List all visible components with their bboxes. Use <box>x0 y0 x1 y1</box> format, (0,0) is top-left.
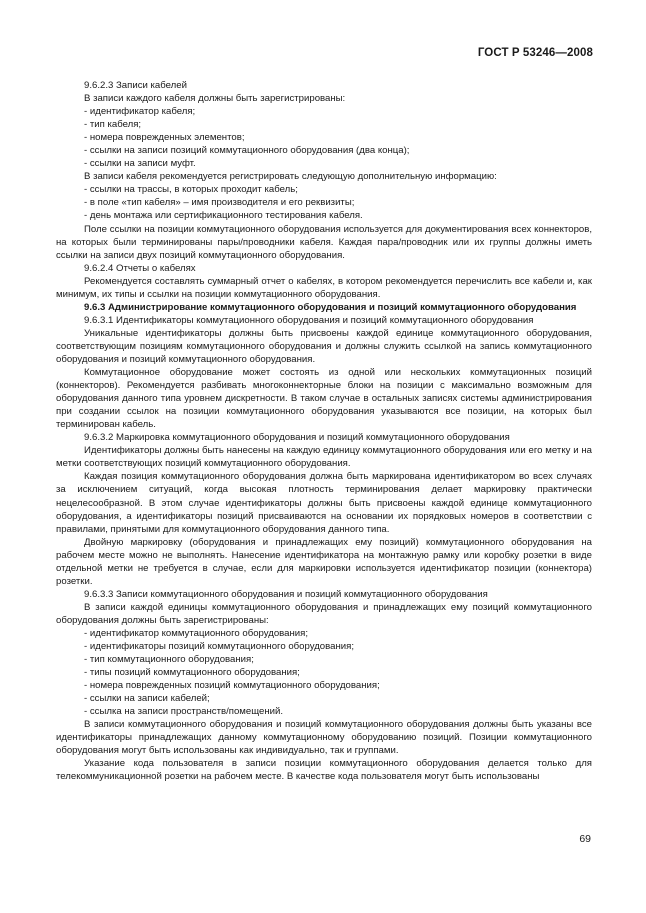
paragraph: В записи каждой единицы коммутационного оборудования и принадлежащих ему позиций коммутационного оборудования должны быть зарегистрированы: <box>56 601 592 626</box>
paragraph: - ссылка на записи пространств/помещений. <box>84 706 284 718</box>
page-number: 69 <box>579 833 591 845</box>
paragraph: В записи каждого кабеля должны быть зарегистрированы: <box>84 93 346 105</box>
paragraph: Двойную маркировку (оборудования и принадлежащих ему позиций) коммутационного оборудования на рабочем месте можно не выполнять. Нанесение идентификатора на монтажную рамку или коробку розетки в виде отдельной метки не требуется в случае, если для маркировки используется идентификатор позиции (коннектора) розетки. <box>56 536 592 587</box>
paragraph: 9.6.3.2 Маркировка коммутационного оборудования и позиций коммутационного оборудования <box>84 432 510 444</box>
paragraph: - идентификатор коммутационного оборудования; <box>84 627 309 639</box>
paragraph: - ссылки на записи позиций коммутационного оборудования (два конца); <box>84 145 410 157</box>
paragraph: - идентификатор кабеля; <box>84 106 196 118</box>
paragraph: - номера поврежденных позиций коммутационного оборудования; <box>84 680 380 692</box>
paragraph: Каждая позиция коммутационного оборудования должна быть маркирована идентификатором во всех случаях за исключением ситуаций, когда высокая плотность терминирования делает маркировку практически нецелесообразной. В этом случае идентификаторы должны быть присвоены каждой единице коммутационного оборудования, а идентификаторы позиций присваиваются на основании их порядковых номеров в соответствии с правилами, принятыми для коммутационного оборудования данного типа. <box>56 471 592 535</box>
paragraph: - типы позиций коммутационного оборудования; <box>84 667 300 679</box>
paragraph: 9.6.2.3 Записи кабелей <box>84 80 187 91</box>
paragraph: - день монтажа или сертификационного тестирования кабеля. <box>84 210 363 222</box>
paragraph: В записи коммутационного оборудования и позиций коммутационного оборудования должны быть указаны все идентификаторы принадлежащих данному коммутационному оборудованию позиций. Позиции коммутационного оборудования могут быть использованы как индивидуально, так и группами. <box>56 719 592 757</box>
paragraph: - ссылки на записи муфт. <box>84 158 196 170</box>
paragraph: Уникальные идентификаторы должны быть присвоены каждой единице коммутационного оборудования, соответствующим позициям коммутационного оборудования и должны служить ссылкой на запись коммутационного оборудования и позиций коммутационного оборудования. <box>56 327 592 365</box>
paragraph: Указание кода пользователя в записи позиции коммутационного оборудования делается только для телекоммуникационной розетки на рабочем месте. В качестве кода пользователя могут быть использованы <box>56 758 592 783</box>
paragraph: - ссылки на трассы, в которых проходит кабель; <box>84 184 298 196</box>
paragraph: Коммутационное оборудование может состоять из одной или нескольких коммутационных позиций (коннекторов). Рекомендуется разбивать многоконнекторные блоки на позиции с максимально возможным для оборудования данного типа уровнем дискретности. В таком случае в остальных записях системы администрирования при создании ссылок на позиции коммутационного оборудования указываются все позиции, на которых был терминирован кабель. <box>56 367 592 431</box>
paragraph: - ссылки на записи кабелей; <box>84 693 210 705</box>
paragraph: 9.6.2.4 Отчеты о кабелях <box>84 262 196 274</box>
paragraph: Поле ссылки на позиции коммутационного оборудования используется для документирования всех коннекторов, на которых были терминированы пары/проводники кабеля. Каждая пара/проводник или их группы должны иметь ссылки на записи двух позиций коммутационного оборудования. <box>56 223 592 261</box>
paragraph: 9.6.3 Администрирование коммутационного оборудования и позиций коммутационного оборудования <box>84 301 577 313</box>
document-body <box>56 79 592 784</box>
paragraph: - идентификаторы позиций коммутационного оборудования; <box>84 641 354 653</box>
paragraph: 9.6.3.3 Записи коммутационного оборудования и позиций коммутационного оборудования <box>84 588 488 600</box>
document-header: ГОСТ Р 53246—2008 <box>477 47 593 59</box>
paragraph: - тип кабеля; <box>84 119 142 131</box>
paragraph: 9.6.3.1 Идентификаторы коммутационного оборудования и позиций коммутационного оборудования <box>84 314 534 326</box>
paragraph: В записи кабеля рекомендуется регистрировать следующую дополнительную информацию: <box>84 171 497 183</box>
paragraph: Рекомендуется составлять суммарный отчет о кабелях, в котором рекомендуется перечислить все кабели и, как минимум, их типы и ссылки на позиции коммутационного оборудования. <box>56 275 592 300</box>
paragraph: - в поле «тип кабеля» – имя производителя и его реквизиты; <box>84 197 355 209</box>
paragraph: - номера поврежденных элементов; <box>84 132 245 144</box>
paragraph: - тип коммутационного оборудования; <box>84 654 254 666</box>
paragraph: Идентификаторы должны быть нанесены на каждую единицу коммутационного оборудования или его метку и на метки соответствующих позиций коммутационного оборудования. <box>56 445 592 470</box>
